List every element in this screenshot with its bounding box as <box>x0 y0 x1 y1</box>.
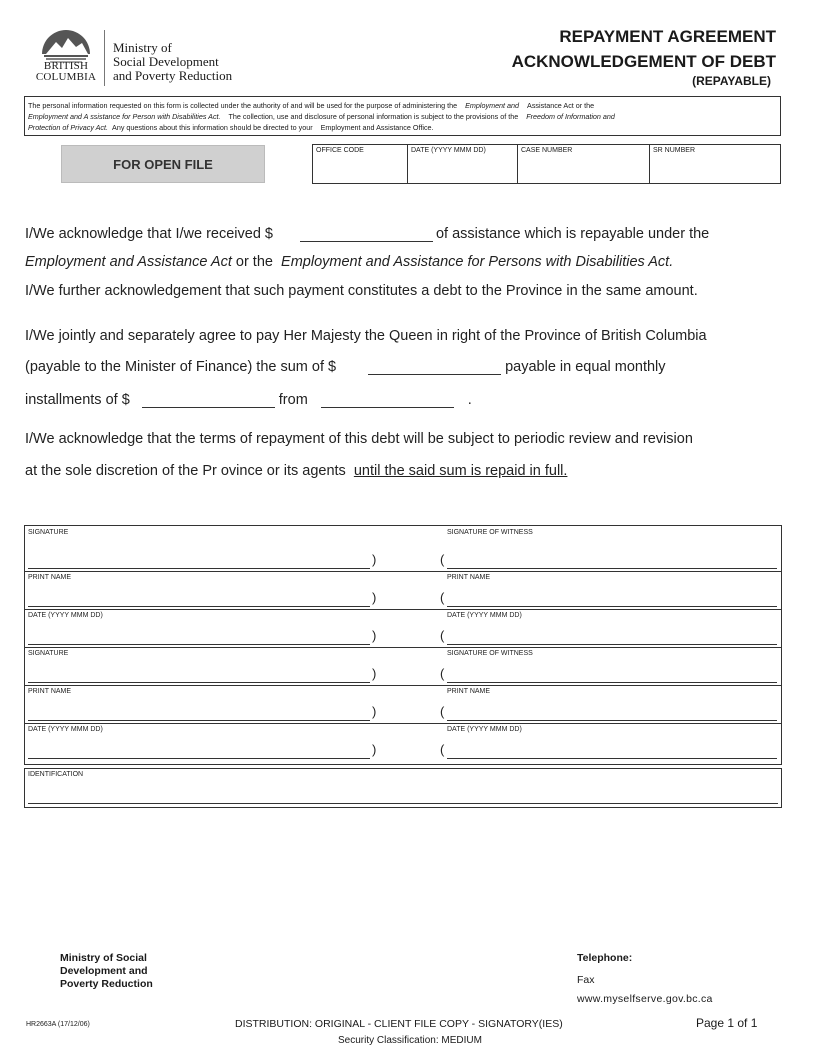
form-type: (REPAYABLE) <box>692 74 771 88</box>
witness-field-label: DATE (YYYY MMM DD) <box>447 612 522 619</box>
open-paren: ( <box>440 590 445 605</box>
witness-input-line[interactable] <box>447 644 777 645</box>
witness-field-label: PRINT NAME <box>447 688 491 695</box>
witness-input-line[interactable] <box>447 720 777 721</box>
footer-fax: Fax <box>577 974 595 986</box>
office-code-field[interactable]: OFFICE CODE <box>313 145 408 183</box>
paragraph-2-line-1: I/We jointly and separately agree to pay Her Majesty the Queen in right of the Province of British Columbia <box>25 328 707 344</box>
close-paren: ) <box>372 742 377 757</box>
amount-received-field[interactable] <box>300 227 433 242</box>
open-paren: ( <box>440 704 445 719</box>
signatory-field-label: PRINT NAME <box>28 688 72 695</box>
signatory-input-line[interactable] <box>28 568 370 569</box>
close-paren: ) <box>372 704 377 719</box>
witness-field-label: SIGNATURE OF WITNESS <box>447 529 533 536</box>
witness-field-label: SIGNATURE OF WITNESS <box>447 650 533 657</box>
privacy-notice: The personal information requested on this form is collected under the authority of and will be used for the purpose of administering the Employment and Assistance Act or the Employment and A ssistance for Person with Disabilities Act. The collection, use and disclosure of personal information is subject to the provisions of the Freedom of Information and Protection of Privacy Act. Any questions about this information should be directed to your Employment and Assistance Office. <box>24 96 781 136</box>
open-paren: ( <box>440 552 445 567</box>
signatory-field-label: SIGNATURE <box>28 529 69 536</box>
for-open-file-label: FOR OPEN FILE <box>61 145 265 183</box>
paragraph-1-line-2: Employment and Assistance Act or the Employment and Assistance for Persons with Disabilities Act. <box>25 254 674 270</box>
row-separator <box>25 723 781 724</box>
close-paren: ) <box>372 628 377 643</box>
footer-ministry: Ministry of Social Development and Poverty Reduction <box>60 952 153 990</box>
close-paren: ) <box>372 590 377 605</box>
paragraph-2-line-3: installments of $ from . <box>25 392 472 408</box>
witness-input-line[interactable] <box>447 568 777 569</box>
witness-input-line[interactable] <box>447 758 777 759</box>
signatory-input-line[interactable] <box>28 644 370 645</box>
signatory-field-label: DATE (YYYY MMM DD) <box>28 612 103 619</box>
close-paren: ) <box>372 666 377 681</box>
row-separator <box>25 685 781 686</box>
row-separator <box>25 647 781 648</box>
footer-website[interactable]: www.myselfserve.gov.bc.ca <box>577 993 713 1005</box>
open-paren: ( <box>440 666 445 681</box>
witness-input-line[interactable] <box>447 682 777 683</box>
distribution-note: DISTRIBUTION: ORIGINAL - CLIENT FILE COPY - SIGNATORY(IES) <box>235 1018 563 1030</box>
identification-label: IDENTIFICATION <box>28 771 84 778</box>
signatory-field-label: DATE (YYYY MMM DD) <box>28 726 103 733</box>
case-number-field[interactable]: CASE NUMBER <box>518 145 650 183</box>
form-subtitle: ACKNOWLEDGEMENT OF DEBT <box>511 52 776 71</box>
paragraph-3-line-2: at the sole discretion of the Pr ovince or its agents until the said sum is repaid in full. <box>25 463 568 479</box>
signatory-field-label: PRINT NAME <box>28 574 72 581</box>
paragraph-1-line-3: I/We further acknowledgement that such payment constitutes a debt to the Province in the same amount. <box>25 283 698 299</box>
form-title: REPAYMENT AGREEMENT <box>559 27 776 46</box>
signatory-input-line[interactable] <box>28 606 370 607</box>
date-field[interactable]: DATE (YYYY MMM DD) <box>408 145 518 183</box>
sr-number-field[interactable]: SR NUMBER <box>653 147 696 154</box>
identification-section <box>24 768 782 808</box>
row-separator <box>25 609 781 610</box>
signatory-input-line[interactable] <box>28 720 370 721</box>
installment-amount-field[interactable] <box>142 393 275 408</box>
identification-field[interactable] <box>28 803 778 804</box>
start-date-field[interactable] <box>321 393 454 408</box>
bc-logo-sun-mountains-icon <box>38 28 94 64</box>
sum-amount-field[interactable] <box>368 360 501 375</box>
footer-telephone: Telephone: <box>577 952 633 964</box>
row-separator <box>25 571 781 572</box>
signatory-input-line[interactable] <box>28 682 370 683</box>
paragraph-2-line-2: (payable to the Minister of Finance) the sum of $ payable in equal monthly <box>25 359 666 375</box>
paragraph-3-line-1: I/We acknowledge that the terms of repayment of this debt will be subject to periodic review and revision <box>25 431 693 447</box>
ministry-name: Ministry of Social Development and Poverty Reduction <box>113 40 233 83</box>
bc-logo-text: BRITISH COLUMBIA <box>35 60 97 83</box>
paragraph-1-line-1: I/We acknowledge that I/we received $ of assistance which is repayable under the <box>25 226 710 242</box>
witness-field-label: PRINT NAME <box>447 574 491 581</box>
close-paren: ) <box>372 552 377 567</box>
signature-section <box>24 525 782 765</box>
form-code: HR2663A (17/12/06) <box>26 1021 90 1028</box>
witness-field-label: DATE (YYYY MMM DD) <box>447 726 522 733</box>
open-paren: ( <box>440 628 445 643</box>
logo-divider <box>104 30 105 86</box>
open-paren: ( <box>440 742 445 757</box>
signatory-input-line[interactable] <box>28 758 370 759</box>
file-info-table <box>312 144 781 184</box>
security-classification: Security Classification: MEDIUM <box>338 1035 482 1046</box>
witness-input-line[interactable] <box>447 606 777 607</box>
page-number: Page 1 of 1 <box>696 1016 758 1030</box>
signatory-field-label: SIGNATURE <box>28 650 69 657</box>
